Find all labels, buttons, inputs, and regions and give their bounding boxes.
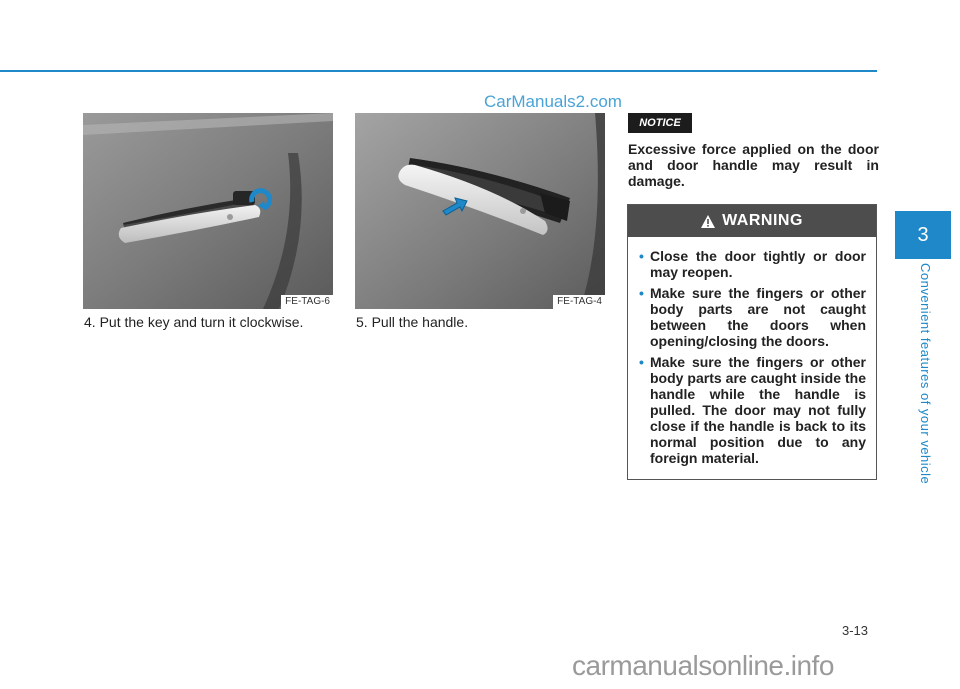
chapter-number-tab: 3 [895, 211, 951, 259]
page-number: 3-13 [842, 623, 869, 638]
warning-item: • Close the door tightly or door may reopen. [639, 248, 866, 280]
warning-list [628, 237, 876, 466]
watermark-bottom[interactable]: carmanualsonline.info [572, 650, 834, 681]
figure-pull-handle [355, 113, 605, 309]
chapter-title: Convenient features of your vehicle [918, 263, 933, 485]
figure-code: FE-TAG-6 [281, 295, 333, 309]
notice-text: Excessive force applied on the door and door handle may result in damage. [628, 141, 879, 189]
warning-title: WARNING [722, 212, 803, 229]
figure-key-turn [83, 113, 333, 309]
notice-badge: NOTICE [628, 113, 692, 133]
door-handle-photo-1 [83, 113, 333, 309]
warning-header [628, 205, 876, 237]
warning-box [627, 204, 877, 480]
warning-triangle-icon [701, 215, 715, 228]
caption-step-4: 4. Put the key and turn it clockwise. [84, 314, 304, 330]
pull-arrow-icon [441, 195, 469, 217]
door-handle-photo-2 [355, 113, 605, 309]
caption-step-5: 5. Pull the handle. [356, 314, 469, 330]
warning-item: • Make sure the fingers or other body parts are not caught between the doors when opening/closing the doors. [639, 285, 866, 349]
watermark-top[interactable]: CarManuals2.com [484, 92, 622, 111]
warning-item: • Make sure the fingers or other body parts are caught inside the handle while the handle is pulled. The door may not fully close if the handle is back to its normal position due to any foreign material. [639, 354, 866, 466]
header-rule [0, 70, 877, 72]
rotate-arrow-icon [248, 186, 274, 212]
figure-code: FE-TAG-4 [553, 295, 605, 309]
